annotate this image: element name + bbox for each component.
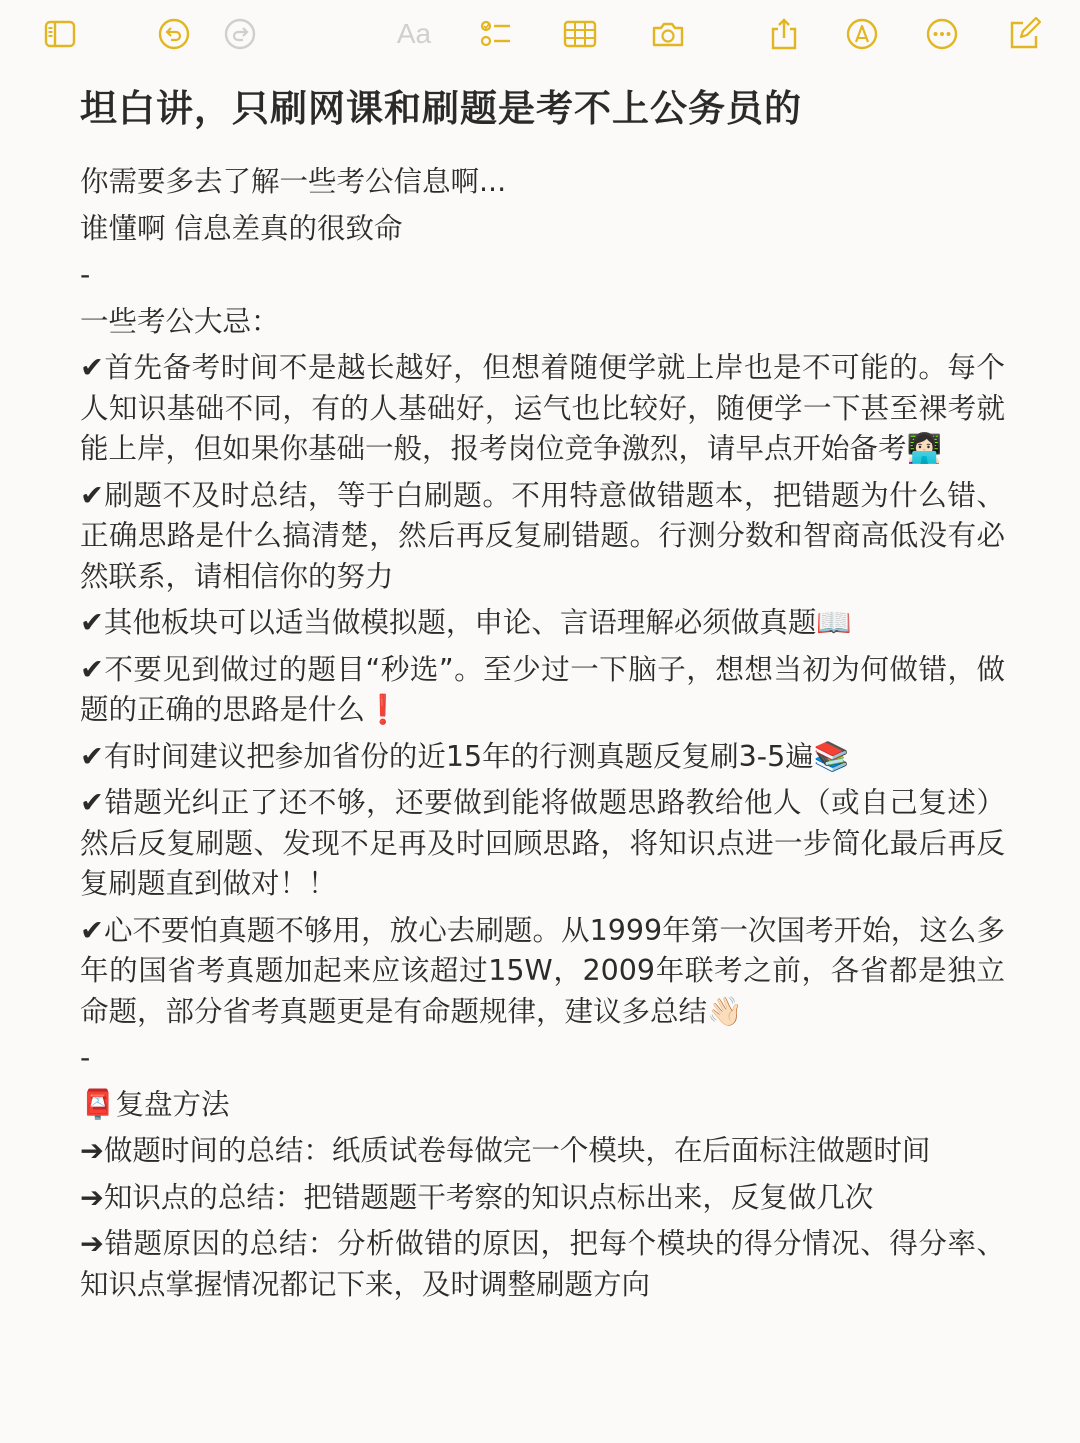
tip-item: ✔心不要怕真题不够用，放心去刷题。从1999年第一次国考开始，这么多年的国省考真题加起来应该超过15W，2009年联考之前，各省都是独立命题，部分省考真题更是有命题规律，建议多总结👋🏻 xyxy=(80,913,1005,1028)
tip-item: ✔不要见到做过的题目“秒选”。至少过一下脑子，想想当初为何做错，做题的正确的思路是什么❗ xyxy=(80,652,1005,726)
note-line: 你需要多去了解一些考公信息啊... xyxy=(80,165,507,198)
notes-toolbar xyxy=(0,0,1080,68)
separator-line: - xyxy=(80,258,91,291)
note-body[interactable] xyxy=(80,78,1005,1311)
tip-item: ✔首先备考时间不是越长越好，但想着随便学就上岸也是不可能的。每个人知识基础不同，有的人基础好，运气也比较好，随便学一下甚至裸考就能上岸，但如果你基础一般，报考岗位竞争激烈，请早点开始备考👩🏻‍💻 xyxy=(80,351,1005,465)
more-options-icon[interactable] xyxy=(922,14,962,54)
section-heading: 📮复盘方法 xyxy=(80,1087,230,1121)
redo-icon[interactable] xyxy=(220,14,260,54)
note-line: 谁懂啊 信息差真的很致命 xyxy=(80,211,403,245)
table-icon[interactable] xyxy=(560,14,600,54)
method-item: ➔做题时间的总结：纸质试卷每做完一个模块，在后面标注做题时间 xyxy=(80,1134,931,1167)
method-item: ➔知识点的总结：把错题题干考察的知识点标出来，反复做几次 xyxy=(80,1180,874,1214)
tip-item: ✔其他板块可以适当做模拟题，申论、言语理解必须做真题📖 xyxy=(80,606,852,639)
sidebar-toggle-icon[interactable] xyxy=(40,14,80,54)
undo-icon[interactable] xyxy=(154,14,194,54)
note-title: 坦白讲，只刷网课和刷题是考不上公务员的 xyxy=(80,87,802,130)
markup-pen-icon[interactable] xyxy=(842,14,882,54)
compose-icon[interactable] xyxy=(1004,14,1044,54)
tip-item: ✔刷题不及时总结，等于白刷题。不用特意做错题本，把错题为什么错、正确思路是什么搞清楚，然后再反复刷错题。行测分数和智商高低没有必然联系，请相信你的努力 xyxy=(80,478,1005,593)
share-icon[interactable] xyxy=(764,14,804,54)
checklist-icon[interactable] xyxy=(476,14,516,54)
section-heading: 一些考公大忌： xyxy=(80,304,280,338)
tip-item: ✔错题光纠正了还不够，还要做到能将做题思路教给他人（或自己复述）然后反复刷题、发现不足再及时回顾思路，将知识点进一步简化最后再反复刷题直到做对！！ xyxy=(80,786,1005,900)
method-item: ➔错题原因的总结：分析做错的原因，把每个模块的得分情况、得分率、知识点掌握情况都记下来，及时调整刷题方向 xyxy=(80,1227,1005,1301)
format-text-button[interactable]: Aa xyxy=(396,18,432,49)
tip-item: ✔有时间建议把参加省份的近15年的行测真题反复刷3-5遍📚 xyxy=(80,739,850,773)
separator-line: - xyxy=(80,1041,91,1074)
camera-icon[interactable] xyxy=(648,14,688,54)
